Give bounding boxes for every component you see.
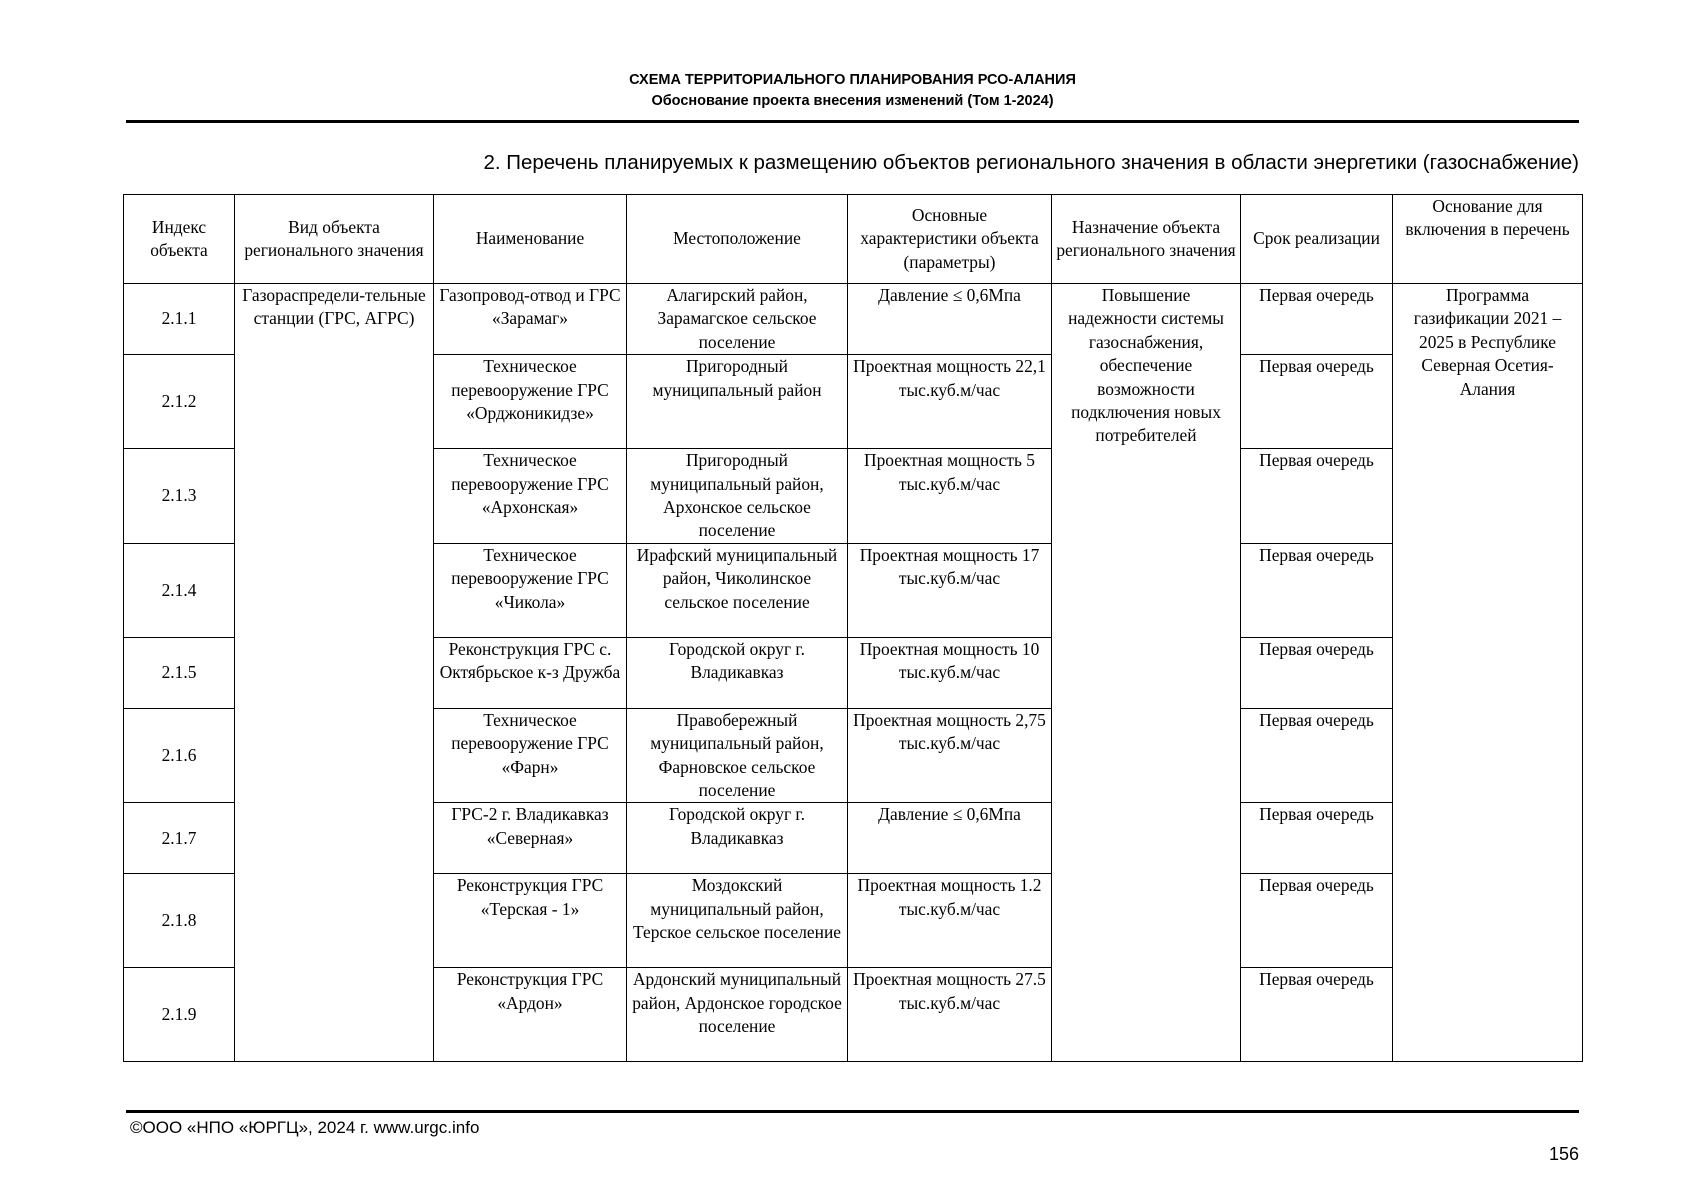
object-name: Техническое перевооружение ГРС «Орджоникидзе» <box>434 355 627 449</box>
object-params: Давление ≤ 0,6Мпа <box>848 284 1052 355</box>
object-type-cell: Газораспредели-тельные станции (ГРС, АГРС) <box>235 284 434 1062</box>
object-params: Проектная мощность 22,1 тыс.куб.м/час <box>848 355 1052 449</box>
object-params: Проектная мощность 27.5 тыс.куб.м/час <box>848 968 1052 1062</box>
column-header: Назначение объекта регионального значения <box>1052 195 1241 284</box>
object-params: Проектная мощность 17 тыс.куб.м/час <box>848 543 1052 637</box>
object-location: Ирафский муниципальный район, Чиколинское сельское поселение <box>627 543 848 637</box>
object-term: Первая очередь <box>1241 543 1393 637</box>
object-purpose-cell: Повышение надежности системы газоснабжения, обеспечение возможности подключения новых потребителей <box>1052 284 1241 1062</box>
object-location: Городской округ г. Владикавказ <box>627 803 848 874</box>
column-header: Основные характеристики объекта (параметры) <box>848 195 1052 284</box>
object-term: Первая очередь <box>1241 355 1393 449</box>
object-index: 2.1.9 <box>124 968 235 1062</box>
header-rule <box>126 120 1579 123</box>
object-index: 2.1.8 <box>124 874 235 968</box>
object-name: Реконструкция ГРС «Терская - 1» <box>434 874 627 968</box>
page-number: 156 <box>1548 1144 1579 1164</box>
table-row <box>124 284 1583 355</box>
object-name: Техническое перевооружение ГРС «Чикола» <box>434 543 627 637</box>
footer-rule <box>126 1110 1579 1113</box>
object-index: 2.1.2 <box>124 355 235 449</box>
document-header <box>126 70 1579 112</box>
object-index: 2.1.4 <box>124 543 235 637</box>
object-term: Первая очередь <box>1241 968 1393 1062</box>
header-subtitle: Обоснование проекта внесения изменений (Том 1-2024) <box>651 93 1054 109</box>
table-header-row <box>124 195 1583 284</box>
object-term: Первая очередь <box>1241 449 1393 544</box>
header-title: СХЕМА ТЕРРИТОРИАЛЬНОГО ПЛАНИРОВАНИЯ РСО-АЛАНИЯ <box>629 72 1076 88</box>
object-index: 2.1.7 <box>124 803 235 874</box>
object-index: 2.1.6 <box>124 708 235 803</box>
column-header: Вид объекта регионального значения <box>235 195 434 284</box>
object-location: Правобережный муниципальный район, Фарновское сельское поселение <box>627 708 848 803</box>
object-params: Проектная мощность 10 тыс.куб.м/час <box>848 637 1052 708</box>
object-name: Техническое перевооружение ГРС «Фарн» <box>434 708 627 803</box>
object-term: Первая очередь <box>1241 874 1393 968</box>
column-header: Наименование <box>434 195 627 284</box>
object-index: 2.1.5 <box>124 637 235 708</box>
object-location: Пригородный муниципальный район, Архонское сельское поселение <box>627 449 848 544</box>
column-header: Индекс объекта <box>124 195 235 284</box>
object-index: 2.1.1 <box>124 284 235 355</box>
object-params: Проектная мощность 2,75 тыс.куб.м/час <box>848 708 1052 803</box>
object-name: Реконструкция ГРС «Ардон» <box>434 968 627 1062</box>
object-name: Реконструкция ГРС с. Октябрьское к-з Дружба <box>434 637 627 708</box>
object-term: Первая очередь <box>1241 284 1393 355</box>
object-location: Городской округ г. Владикавказ <box>627 637 848 708</box>
section-title: 2. Перечень планируемых к размещению объектов регионального значения в области энергетики (газоснабжение) <box>483 151 1579 174</box>
object-term: Первая очередь <box>1241 708 1393 803</box>
object-name: Техническое перевооружение ГРС «Архонская» <box>434 449 627 544</box>
object-location: Ардонский муниципальный район, Ардонское городское поселение <box>627 968 848 1062</box>
column-header: Местоположение <box>627 195 848 284</box>
object-params: Проектная мощность 1.2 тыс.куб.м/час <box>848 874 1052 968</box>
object-params: Давление ≤ 0,6Мпа <box>848 803 1052 874</box>
object-location: Моздокский муниципальный район, Терское сельское поселение <box>627 874 848 968</box>
object-name: ГРС-2 г. Владикавказ «Северная» <box>434 803 627 874</box>
object-index: 2.1.3 <box>124 449 235 544</box>
object-term: Первая очередь <box>1241 637 1393 708</box>
object-location: Алагирский район, Зарамагское сельское поселение <box>627 284 848 355</box>
objects-table <box>123 194 1583 1062</box>
object-location: Пригородный муниципальный район <box>627 355 848 449</box>
footer-copyright: ©ООО «НПО «ЮРГЦ», 2024 г. www.urgc.info <box>130 1118 480 1137</box>
column-header: Основание для включения в перечень <box>1393 195 1583 284</box>
object-term: Первая очередь <box>1241 803 1393 874</box>
object-name: Газопровод-отвод и ГРС «Зарамаг» <box>434 284 627 355</box>
object-params: Проектная мощность 5 тыс.куб.м/час <box>848 449 1052 544</box>
object-basis-cell: Программа газификации 2021 – 2025 в Республике Северная Осетия-Алания <box>1393 284 1583 1062</box>
column-header: Срок реализации <box>1241 195 1393 284</box>
